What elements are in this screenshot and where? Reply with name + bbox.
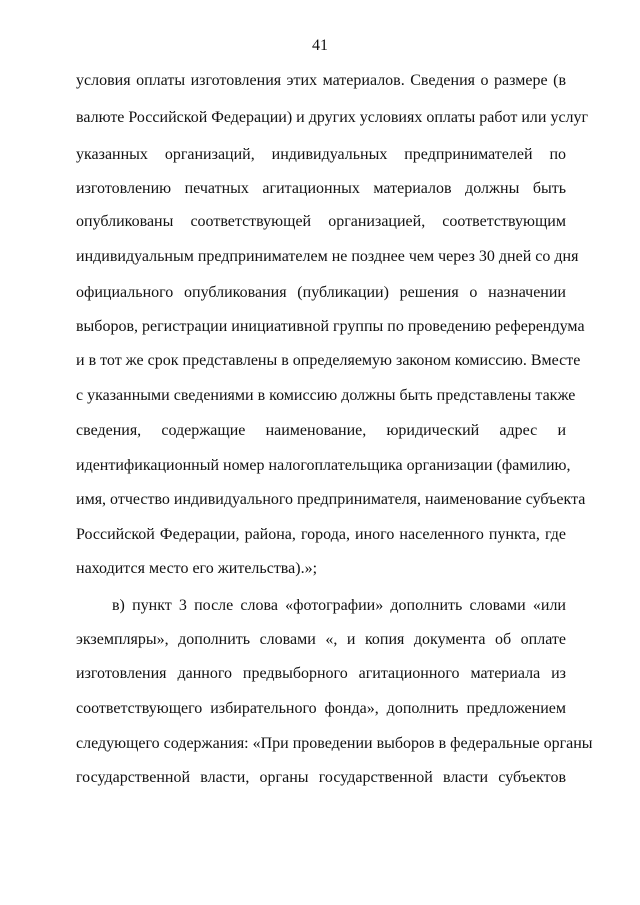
text-line: соответствующего избирательного фонда», дополнить предложением	[76, 700, 566, 717]
text-line: изготовлению печатных агитационных материалов должны быть	[76, 180, 566, 197]
text-line: имя, отчество индивидуального предпринимателя, наименование субъекта	[76, 491, 586, 508]
text-line: следующего содержания: «При проведении выборов в федеральные органы	[76, 735, 593, 752]
text-line: опубликованы соответствующей организацией, соответствующим	[76, 213, 566, 230]
text-line: условия оплаты изготовления этих материалов. Сведения о размере (в	[76, 72, 566, 89]
text-line: и в тот же срок представлены в определяемую законом комиссию. Вместе	[76, 352, 581, 369]
page-number: 41	[312, 37, 328, 54]
text-line: индивидуальным предпринимателем не позднее чем через 30 дней со дня	[76, 248, 579, 265]
text-line: государственной власти, органы государственной власти субъектов	[76, 769, 566, 786]
text-line: экземпляры», дополнить словами «, и копия документа об оплате	[76, 631, 566, 648]
text-line: в) пункт 3 после слова «фотографии» дополнить словами «или	[112, 597, 566, 614]
text-line: указанных организаций, индивидуальных предпринимателей по	[76, 146, 566, 163]
text-line: с указанными сведениями в комиссию должны быть представлены также	[76, 387, 576, 404]
text-line: сведения, содержащие наименование, юридический адрес и	[76, 422, 566, 439]
text-line: официального опубликования (публикации) решения о назначении	[76, 284, 566, 301]
text-line: изготовления данного предвыборного агитационного материала из	[76, 665, 566, 682]
text-line: Российской Федерации, района, города, иного населенного пункта, где	[76, 526, 566, 543]
text-line: идентификационный номер налогоплательщика организации (фамилию,	[76, 457, 571, 474]
text-line: выборов, регистрации инициативной группы по проведению референдума	[76, 318, 585, 335]
text-line: находится место его жительства).»;	[76, 560, 318, 577]
text-line: валюте Российской Федерации) и других условиях оплаты работ или услуг	[76, 109, 589, 126]
